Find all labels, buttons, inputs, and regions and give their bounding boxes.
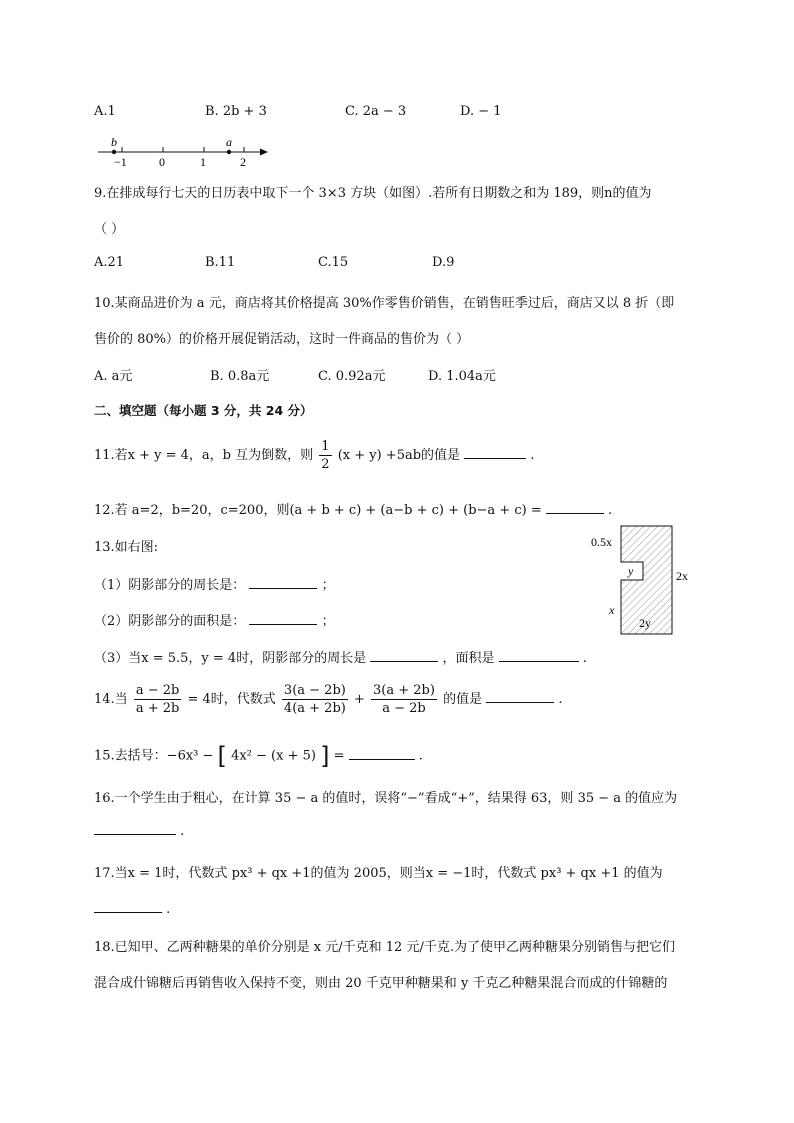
q14-fraction-3 xyxy=(371,682,437,717)
tick-label: −1 xyxy=(114,155,127,169)
q13-item2 xyxy=(94,610,335,629)
q13-item2-blank[interactable] xyxy=(249,612,317,625)
q13-item1 xyxy=(94,574,335,593)
q13-item3 xyxy=(94,647,587,666)
q14-mid2: 的值是 xyxy=(443,692,483,707)
q14-f3-den: a − 2b xyxy=(382,701,426,716)
q16-answer-line xyxy=(94,822,184,839)
q12-answer-blank[interactable] xyxy=(546,501,604,514)
q9-option-d: D.9 xyxy=(432,255,455,270)
q15-open-bracket: [ xyxy=(217,742,227,770)
q11-answer-blank[interactable] xyxy=(464,446,526,459)
q13-title: 13.如右图: xyxy=(94,540,159,555)
tick-label: 1 xyxy=(200,155,206,169)
q8-option-c: C. 2a − 3 xyxy=(345,104,407,119)
q13-item3-period: . xyxy=(582,651,587,666)
q9-stem: 9.在排成每行七天的日历表中取下一个 3×3 方块（如图）.若所有日期数之和为 189，则n的值为 xyxy=(94,186,652,201)
q15-post: . xyxy=(418,748,423,764)
number-line xyxy=(96,132,276,172)
q11-post: . xyxy=(530,448,535,463)
tick-label: 2 xyxy=(240,155,246,169)
q10-option-b: B. 0.8a元 xyxy=(210,369,270,384)
q14-f2-num: 3(a − 2b) xyxy=(283,683,346,698)
q13-item1-semicolon: ； xyxy=(321,578,335,593)
q16-post: . xyxy=(180,824,185,839)
label-left: x xyxy=(609,603,615,617)
q15-close-bracket: ] xyxy=(320,742,330,770)
point-a-dot xyxy=(227,150,231,154)
label-right: 2x xyxy=(676,569,688,583)
q11-fraction xyxy=(319,438,331,473)
q18-stem-line2: 混合成什锦糖后再销售收入保持不变，则由 20 千克甲种糖果和 y 千克乙种糖果混合而成的什锦糖的 xyxy=(94,976,668,991)
q14-fraction-1 xyxy=(134,682,182,717)
q14-post: . xyxy=(558,692,563,707)
q13-item3-label-b: ，面积是 xyxy=(442,651,495,666)
q13-item3-area-blank[interactable] xyxy=(499,649,579,662)
q11-frac-num: 1 xyxy=(321,439,330,454)
q12-text: 12.若 a=2，b=20，c=200，则(a + b + c) + (a−b + c) + (b−a + c) = xyxy=(94,503,542,518)
q8-option-d: D. − 1 xyxy=(460,104,502,119)
q8-option-b: B. 2b + 3 xyxy=(205,104,267,119)
q14-plus: + xyxy=(353,692,365,707)
q13-item3-label: （3）当x = 5.5，y = 4时，阴影部分的周长是 xyxy=(94,651,367,666)
q13-item1-blank[interactable] xyxy=(249,576,317,589)
q9-answer-bracket: （ ） xyxy=(94,222,125,237)
q12-stem xyxy=(94,499,612,518)
q15-pre: 15.去括号：−6x³ − xyxy=(94,748,214,764)
q13-item1-label: （1）阴影部分的周长是： xyxy=(94,578,246,593)
q18-stem-line1: 18.已知甲、乙两种糖果的单价分别是 x 元/千克和 12 元/千克.为了使甲乙两种糖果分别销售与把它们 xyxy=(94,940,675,955)
q9-option-c: C.15 xyxy=(318,255,349,270)
q15-eq: = xyxy=(333,748,345,764)
q17-answer-blank[interactable] xyxy=(94,900,162,913)
q16-stem: 16.一个学生由于粗心，在计算 35 − a 的值时，误将“−”看成“+”，结果得 63，则 35 − a 的值应为 xyxy=(94,791,678,806)
q14-f3-num: 3(a + 2b) xyxy=(373,683,435,698)
q17-answer-line xyxy=(94,900,170,917)
q14-answer-blank[interactable] xyxy=(486,690,554,703)
q11-stem xyxy=(94,438,534,473)
q11-mid: (x + y) +5ab的值是 xyxy=(337,448,461,463)
q17-stem: 17.当x = 1时，代数式 px³ + qx +1的值为 2005，则当x = −1时，代数式 px³ + qx +1 的值为 xyxy=(94,866,663,881)
q11-frac-den: 2 xyxy=(321,457,330,472)
q11-pre: 11.若x + y = 4，a，b 互为倒数，则 xyxy=(94,448,314,463)
q9-option-b: B.11 xyxy=(205,255,236,270)
q14-f1-den: a + 2b xyxy=(135,701,180,716)
q9-option-a: A.21 xyxy=(94,255,125,270)
q8-option-a: A.1 xyxy=(94,104,116,119)
q14-stem xyxy=(94,682,563,717)
label-bottom: 2y xyxy=(639,616,651,630)
point-b-label: b xyxy=(111,135,117,149)
q15-stem xyxy=(94,742,423,770)
q13-figure xyxy=(588,518,708,640)
q13-item2-label: （2）阴影部分的面积是： xyxy=(94,614,246,629)
q15-inner: 4x² − (x + 5) xyxy=(231,748,316,764)
q17-post: . xyxy=(166,902,171,917)
q10-stem-line2: 售价的 80%）的价格开展促销活动，这时一件商品的售价为（ ） xyxy=(94,332,470,347)
q10-option-c: C. 0.92a元 xyxy=(318,369,386,384)
q10-option-d: D. 1.04a元 xyxy=(428,369,496,384)
tick-label: 0 xyxy=(159,155,165,169)
section-heading: 二、填空题（每小题 3 分，共 24 分） xyxy=(94,403,313,418)
q10-option-a: A. a元 xyxy=(94,369,133,384)
q13-item3-perimeter-blank[interactable] xyxy=(370,649,438,662)
label-top: 0.5x xyxy=(591,535,612,549)
q14-f1-num: a − 2b xyxy=(135,683,180,698)
q14-f2-den: 4(a + 2b) xyxy=(283,701,346,716)
point-b-dot xyxy=(112,150,116,154)
label-notch: y xyxy=(628,564,634,578)
q16-answer-blank[interactable] xyxy=(94,822,176,835)
q12-post: . xyxy=(608,503,613,518)
q14-fraction-2 xyxy=(282,682,348,717)
q14-pre: 14.当 xyxy=(94,692,128,707)
q14-mid1: = 4时，代数式 xyxy=(187,692,276,707)
q13-item2-semicolon: ； xyxy=(321,614,335,629)
q15-answer-blank[interactable] xyxy=(349,747,415,760)
q10-stem-line1: 10.某商品进价为 a 元，商店将其价格提高 30%作零售价销售，在销售旺季过后，商店又以 8 折（即 xyxy=(94,296,675,311)
point-a-label: a xyxy=(226,135,232,149)
